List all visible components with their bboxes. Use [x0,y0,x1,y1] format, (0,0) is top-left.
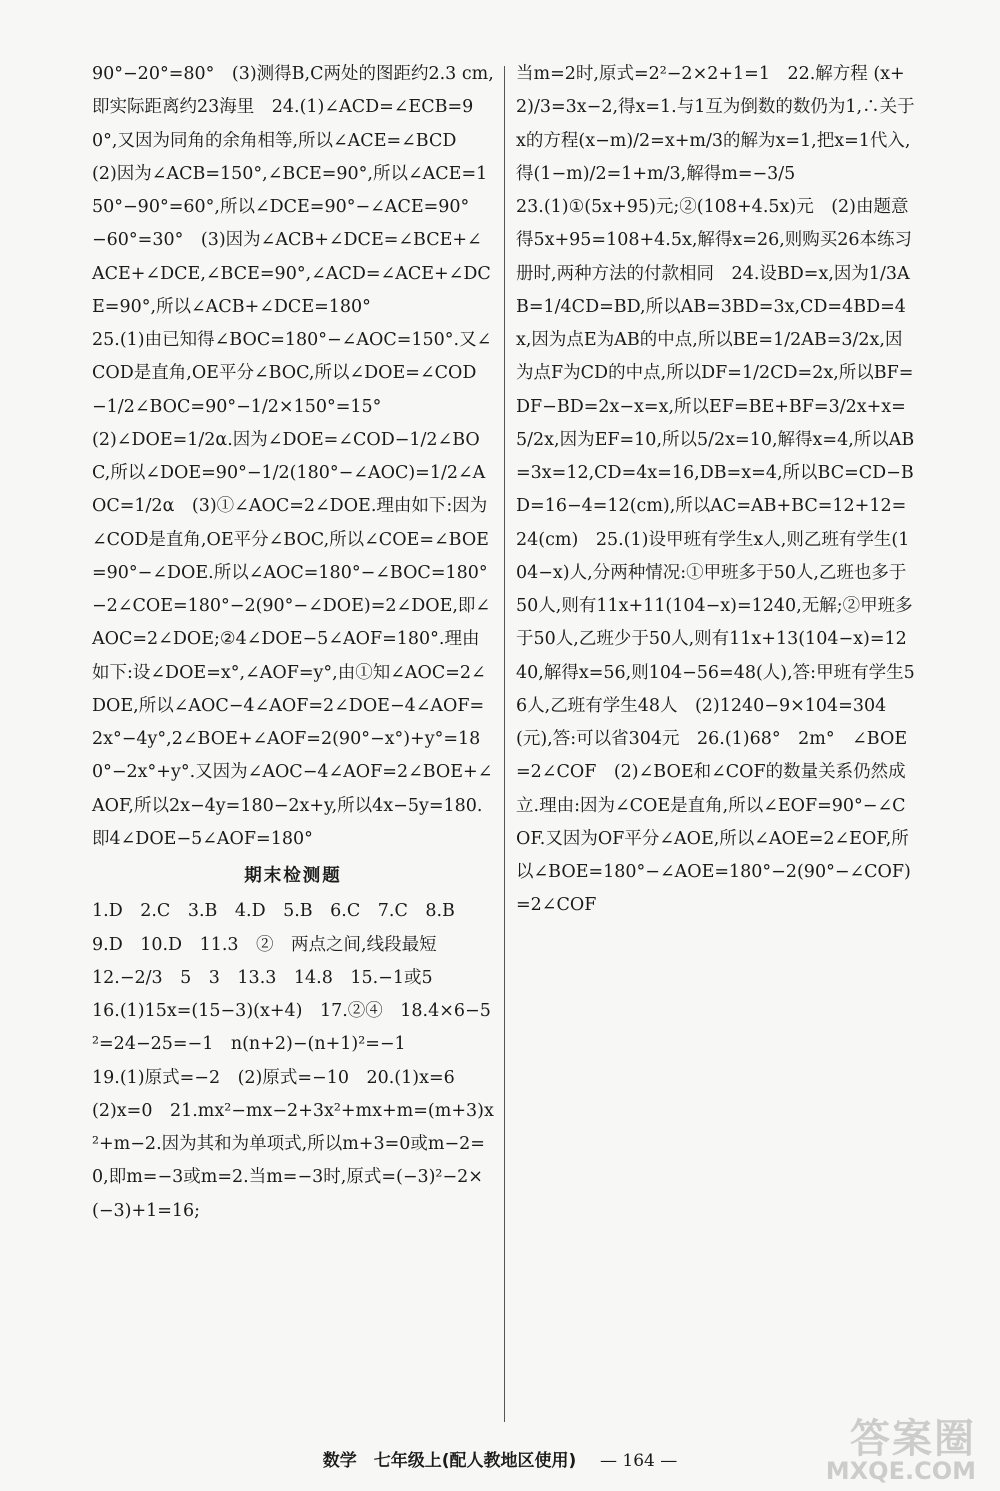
right-paragraph-2: 23.(1)①(5x+95)元;②(108+4.5x)元 (2)由题意得5x+95=108+4.5x,解得x=26,则购买26本练习册时,两种方法的付款相同 24.设BD=x,因为1/3AB=1/4CD=BD,所以AB=3BD=3x,CD=4BD=4x,因为点E为AB的中点,所以BE=1/2AB=3/2x,因为点F为CD的中点,所以DF=1/2CD=2x,所以BF=DF−BD=2x−x=x,所以EF=BE+BF=3/2x+x=5/2x,因为EF=10,所以5/2x=10,解得x=4,所以AB=3x=12,CD=4x=16,DB=x=4,所以BC=CD−BD=16−4=12(cm),所以AC=AB+BC=12+12=24(cm) 25.(1)设甲班有学生x人,则乙班有学生(104−x)人,分两种情况:①甲班多于50人,乙班也多于50人,则有11x+11(104−x)=1240,无解;②甲班多于50人,乙班少于50人,则有11x+13(104−x)=1240,解得x=56,则104−56=48(人),答:甲班有学生56人,乙班有学生48人 (2)1240−9×104=304(元),答:可以省304元 26.(1)68° 2m° ∠BOE=2∠COF (2)∠BOE和∠COF的数量关系仍然成立.理由:因为∠COE是直角,所以∠EOF=90°−∠COF.又因为OF平分∠AOE,所以∠AOE=2∠EOF,所以∠BOE=180°−∠AOE=180°−2(90°−∠COF)=2∠COF [516,197,915,916]
watermark-bottom-text: MXQE.COM [825,1457,976,1485]
column-divider [504,66,505,1422]
right-paragraph-1: 当m=2时,原式=2²−2×2+1=1 22.解方程 (x+2)/3=3x−2,得x=1.与1互为倒数的数仍为1,∴关于x的方程(x−m)/2=x+m/3的解为x=1,把x=1代入,得(1−m)/2=1+m/3,解得m=−3/5 [516,64,915,184]
answer-line-4: 16.(1)15x=(15−3)(x+4) 17.②④ 18.4×6−5²=24−25=−1 n(n+2)−(n+1)²=−1 [92,1001,491,1055]
left-paragraph-2: 25.(1)由已知得∠BOC=180°−∠AOC=150°.又∠COD是直角,OE平分∠BOC,所以∠DOE=∠COD−1/2∠BOC=90°−1/2×150°=15° [92,330,492,417]
page-number: — 164 — [599,1451,678,1471]
left-paragraph-3: (2)∠DOE=1/2α.因为∠DOE=∠COD−1/2∠BOC,所以∠DOE=90°−1/2(180°−∠AOC)=1/2∠AOC=1/2α (3)①∠AOC=2∠DOE.理由如下:因为∠COD是直角,OE平分∠BOC,所以∠COE=∠BOE=90°−∠DOE.所以∠AOC=180°−∠BOC=180°−2∠COE=180°−2(90°−∠DOE)=2∠DOE,即∠AOC=2∠DOE;②4∠DOE−5∠AOF=180°.理由如下:设∠DOE=x°,∠AOF=y°,由①知∠AOC=2∠DOE,所以∠AOC−4∠AOF=2∠DOE−4∠AOF=2x°−4y°,2∠BOE+∠AOF=2(90°−x°)+y°=180°−2x°+y°.又因为∠AOC−4∠AOF=2∠BOE+∠AOF,所以2x−4y=180−2x+y,所以4x−5y=180.即4∠DOE−5∠AOF=180° [92,429,493,849]
watermark-top-text: 答案圈 [850,1416,976,1462]
answer-line-3: 12.−2/3 5 3 13.3 14.8 15.−1或5 [92,967,433,988]
answer-line-2: 9.D 10.D 11.3 ② 两点之间,线段最短 [92,934,437,955]
answer-line-5: 19.(1)原式=−2 (2)原式=−10 20.(1)x=6 (2)x=0 21.mx²−mx−2+3x²+mx+m=(m+3)x²+m−2.因为其和为单项式,所以m+3=0或m−2=0,即m=−3或m=2.当m=−3时,原式=(−3)²−2×(−3)+1=16; [92,1067,494,1221]
right-column [516,58,916,923]
left-column [92,58,494,1228]
footer-label: 数学 七年级上(配人教地区使用) [322,1451,577,1471]
left-paragraph-1: 90°−20°=80° (3)测得B,C两处的图距约2.3 cm,即实际距离约23海里 24.(1)∠ACD=∠ECB=90°,又因为同角的余角相等,所以∠ACE=∠BCD (2)因为∠ACB=150°,∠BCE=90°,所以∠ACE=150°−90°=60°,所以∠DCE=90°−∠ACE=90°−60°=30° (3)因为∠ACB+∠DCE=∠BCE+∠ACE+∠DCE,∠BCE=90°,∠ACD=∠ACE+∠DCE=90°,所以∠ACB+∠DCE=180° [92,64,494,317]
answer-line-1: 1.D 2.C 3.B 4.D 5.B 6.C 7.C 8.B [92,901,455,922]
section-title: 期末检测题 [244,866,342,886]
watermark-logo [796,1407,976,1485]
